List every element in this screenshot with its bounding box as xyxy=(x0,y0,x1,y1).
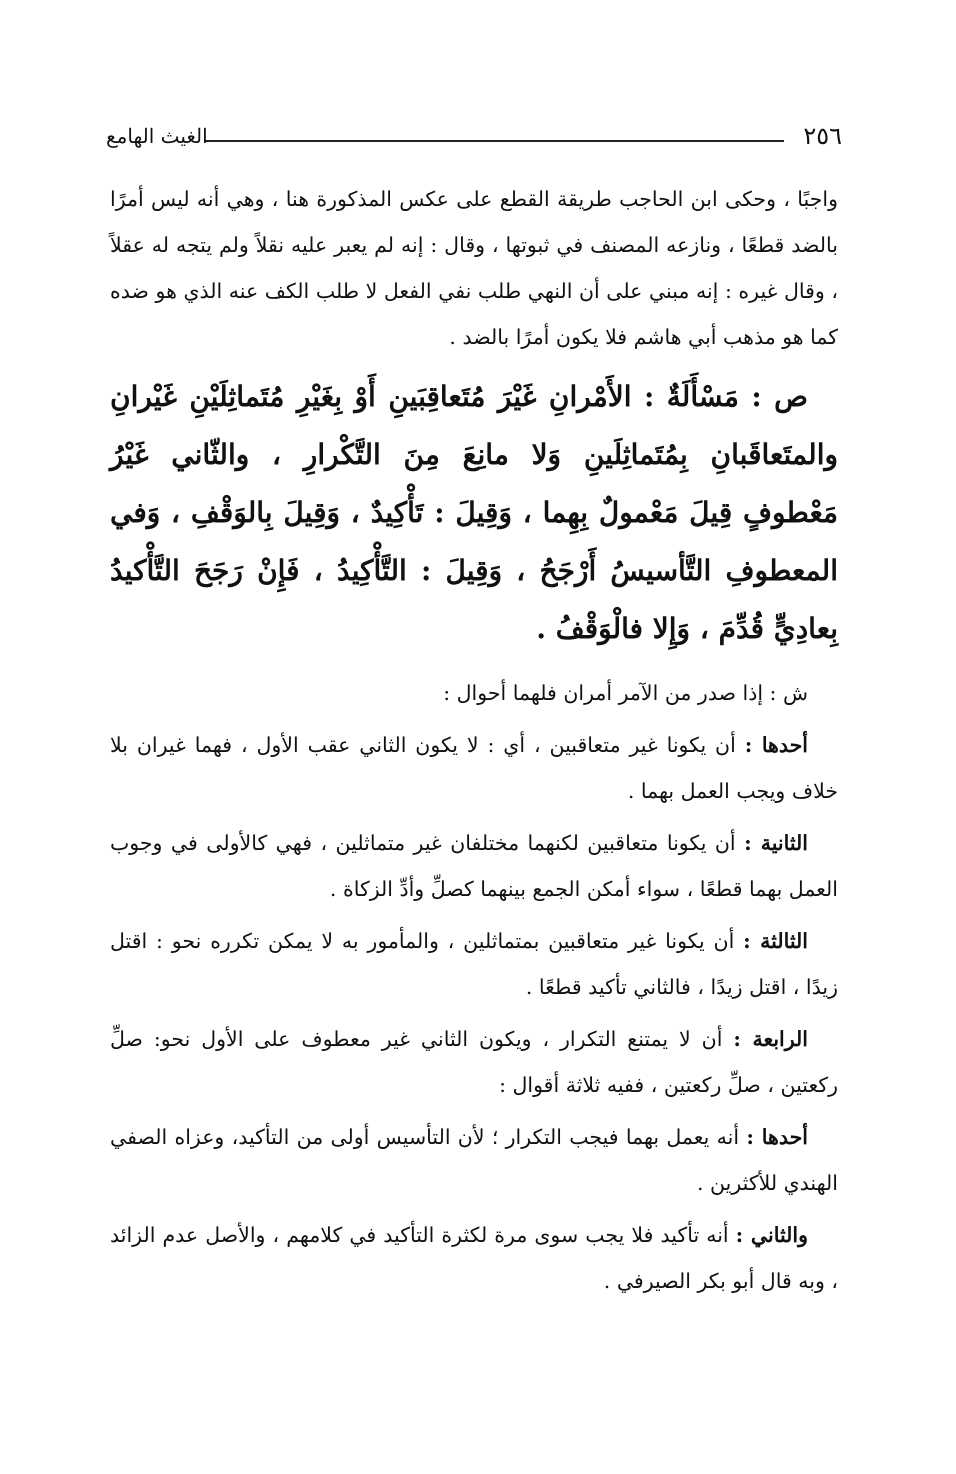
case-text: أنه يعمل بهما فيجب التكرار ؛ لأن التأسيس أولى من التأكيد، وعزاه الصفي الهندي للأكثرين . xyxy=(110,1125,838,1195)
sharh-intro: ش : إذا صدر من الآمر أمران فلهما أحوال : xyxy=(443,681,808,705)
case-lead: أحدها : xyxy=(744,733,808,757)
case-paragraph xyxy=(110,1016,838,1108)
case-text: أن يكونا غير متعاقبين بمتماثلين ، والمأمور به لا يمكن تكرره نحو : اقتل زيدًا ، اقتل زيدًا ، فالثاني تأكيد قطعًا . xyxy=(110,929,838,999)
case-lead: أحدها : xyxy=(746,1125,808,1149)
case-lead: الثانية : xyxy=(744,831,808,855)
case-paragraph xyxy=(110,1114,838,1206)
case-lead: والثاني : xyxy=(735,1223,808,1247)
opening-paragraph: واجبًا ، وحكى ابن الحاجب طريقة القطع على عكس المذكورة هنا ، وهي أنه ليس أمرًا بالضد قطعًا ، ونازعه المصنف في ثبوتها ، وقال : إنه لم يعبر عليه نقلاً ولم يتجه له عقلاً ، وقال غيره : إنه مبني على أن النهي طلب نفي الفعل لا طلب الكف عنه الذي هو ضده كما هو مذهب أبي هاشم فلا يكون أمرًا بالضد . xyxy=(110,187,838,349)
case-paragraph xyxy=(110,918,838,1010)
matn-text: ص : مَسْأَلَةٌ : الأَمْرانِ غَيْرَ مُتَعاقِبَينِ أَوْ بِغَيْرِ مُتَماثِلَيْنِ غَيْرانِ والمتَعاقَبانِ بِمُتَماثِلَينِ وَلا مانِعَ مِنَ التَّكْرارِ ، والثّاني غَيْرُ مَعْطوفٍ قِيلَ مَعْمولٌ بِهِما ، وَقِيلَ : تَأْكِيدٌ ، وَقِيلَ بِالوَقْفِ ، وَفي المعطوفِ التَّأسيسُ أَرْجَحُ ، وَقِيلَ : التَّأْكِيدُ ، فَإِنْ رَجَحَ التَّأْكيدُ بِعادِيٍّ قُدِّمَ ، وَإِلا فالْوَقْفُ . xyxy=(110,380,838,645)
case-text: أنه تأكيد فلا يجب سوى مرة لكثرة التأكيد في كلامهم ، والأصل عدم الزائد ، وبه قال أبو بكر الصيرفي . xyxy=(110,1223,838,1293)
case-text: أن يكونا متعاقبين لكنهما مختلفان غير متماثلين ، فهي كالأولى في وجوب العمل بهما قطعًا ، سواء أمكن الجمع بينهما كصلِّ وأدِّ الزكاة . xyxy=(110,831,838,901)
case-paragraph xyxy=(110,722,838,814)
case-paragraph xyxy=(110,1212,838,1304)
page-number: ٢٥٦ xyxy=(803,122,842,150)
page-body xyxy=(110,176,838,1308)
header-rule xyxy=(204,140,784,142)
case-lead: الرابعة : xyxy=(733,1027,808,1051)
case-lead: الثالثة : xyxy=(743,929,808,953)
book-title: الغيث الهامع xyxy=(106,124,208,148)
case-paragraph xyxy=(110,820,838,912)
case-text: أن لا يمتنع التكرار ، ويكون الثاني غير معطوف على الأول نحو: صلِّ ركعتين ، صلِّ ركعتين ، ففيه ثلاثة أقوال : xyxy=(110,1027,838,1097)
running-header xyxy=(106,118,842,158)
case-text: أن يكونا غير متعاقبين ، أي : لا يكون الثاني عقب الأول ، فهما غيران بلا خلاف ويجب العمل بهما . xyxy=(110,733,838,803)
